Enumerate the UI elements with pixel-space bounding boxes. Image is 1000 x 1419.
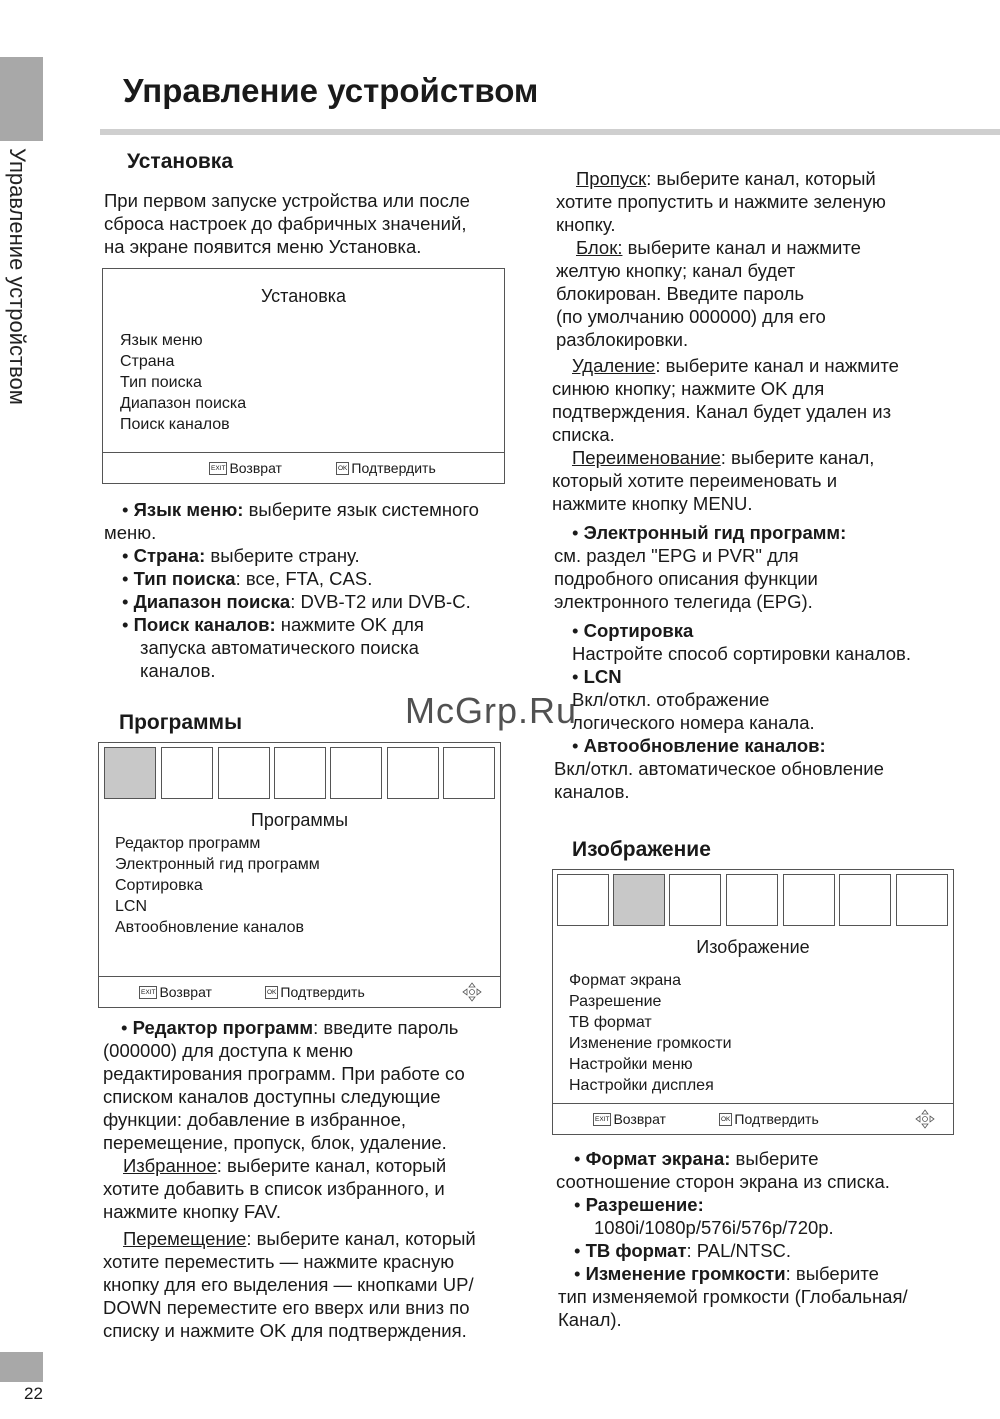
install-menu-screen [102,268,505,484]
tab-placeholder[interactable] [726,874,778,926]
tab-placeholder[interactable] [896,874,948,926]
image-heading: Изображение [572,838,711,861]
programs-menu-footer [99,976,500,1007]
programs-sort-lcn-text: • Сортировка Настройте способ сортировки каналов. • LCN Вкл/откл. отображение логического номера канала. • Автообновление каналов: Вкл/откл. автоматическое обновление каналов. [554,620,911,802]
tab-placeholder[interactable] [669,874,721,926]
menu-item[interactable]: Поиск каналов [120,416,230,433]
tab-placeholder[interactable] [783,874,835,926]
exit-key-icon: EXIT [593,1113,611,1126]
menu-item[interactable]: Тип поиска [120,374,202,391]
programs-epg-text: • Электронный гид программ: см. раздел "EPG и PVR" для подробного описания функции электронного телегида (EPG). [554,522,847,612]
navigation-arrows-icon [915,1109,935,1129]
image-bullets: • Формат экрана: выберите соотношение сторон экрана из списка. • Разрешение: 1080i/1080p/576i/576p/720p. • ТВ формат: PAL/NTSC. • Изменение громкости: выберите тип изменяемой громкости (Глобальная/ Канал). [556,1148,908,1330]
menu-item[interactable]: Язык меню [120,332,203,349]
menu-item[interactable]: Формат экрана [569,972,681,989]
page-number-marker [0,1352,43,1382]
menu-item[interactable]: Диапазон поиска [120,395,247,412]
tab-placeholder[interactable] [443,747,495,799]
install-bullets: • Язык меню: выберите язык системного меню. • Страна: выберите страну. • Тип поиска: все, FTA, CAS. • Диапазон поиска: DVB-T2 или DVB-C. • Поиск каналов: нажмите OK для запуска автоматического поиска каналов. [104,499,479,681]
menu-item[interactable]: LCN [115,898,148,915]
watermark: McGrp.Ru [405,690,578,731]
programs-heading: Программы [119,711,243,734]
navigation-arrows-icon [462,982,482,1002]
tab-image[interactable] [161,747,213,799]
install-heading: Установка [127,150,233,173]
menu-item[interactable]: ТВ формат [569,1014,652,1031]
programs-skip-lock-text: Пропуск: выберите канал, который хотите пропустить и нажмите зеленую кнопку. Блок: выберите канал и нажмите желтую кнопку; канал будет блокирован. Введите пароль (по умолчанию 000000) для его разблокировки. [556,168,886,350]
tab-placeholder[interactable] [387,747,439,799]
ok-key-icon: OK [265,986,278,999]
menu-item[interactable]: Электронный гид программ [115,856,320,873]
menu-item[interactable]: Изменение громкости [569,1035,732,1052]
confirm-button[interactable]: OK Подтвердить [338,460,436,476]
install-menu-title: Установка [260,286,347,306]
menu-item[interactable]: Страна [120,353,175,370]
exit-key-icon: EXIT [139,986,157,999]
side-tab-marker [0,57,43,141]
side-section-label: Управление устройством [5,148,30,405]
menu-item[interactable]: Сортировка [115,877,203,894]
back-button[interactable]: EXIT Возврат [211,460,282,476]
exit-key-icon: EXIT [209,462,227,475]
back-button[interactable]: EXIT Возврат [141,984,212,1000]
menu-item[interactable]: Разрешение [569,993,662,1010]
title-divider [100,129,1000,135]
tab-programs[interactable] [104,747,156,799]
tab-image[interactable] [613,874,665,926]
menu-item[interactable]: Настройки дисплея [569,1077,714,1094]
image-menu-footer [553,1103,953,1134]
menu-item[interactable]: Редактор программ [115,835,261,852]
tab-placeholder[interactable] [218,747,270,799]
page-title: Управление устройством [123,72,539,109]
programs-menu-list [115,833,320,938]
menu-item[interactable]: Настройки меню [569,1056,693,1073]
programs-menu-title: Программы [250,810,349,830]
tab-placeholder[interactable] [839,874,891,926]
image-menu-screen [552,869,954,1135]
tab-programs[interactable] [557,874,609,926]
ok-key-icon: OK [336,462,349,475]
confirm-button[interactable]: OK Подтвердить [267,984,365,1000]
programs-delete-rename-text: Удаление: выберите канал и нажмите синюю кнопку; нажмите OK для подтверждения. Канал будет удален из списка. Переименование: выберите канал, который хотите переименовать и нажмите кнопку MENU. [552,355,899,514]
programs-move-text: Перемещение: выберите канал, который хотите переместить — нажмите красную кнопку для его выделения — кнопками UP/ DOWN переместите его вверх или вниз по списку и нажмите OK для подтверждения. [103,1228,476,1341]
page-number: 22 [24,1384,43,1403]
ok-key-icon: OK [719,1113,732,1126]
confirm-button[interactable]: OK Подтвердить [721,1111,819,1127]
programs-menu-screen [98,742,501,1008]
install-intro: При первом запуске устройства или после сброса настроек до фабричных значений, на экране появится меню Установка. [104,190,470,257]
install-menu-list [120,330,246,435]
tab-placeholder[interactable] [330,747,382,799]
install-menu-footer [103,452,504,483]
image-menu-list [569,970,732,1096]
image-menu-title: Изображение [696,937,810,957]
programs-editor-text: • Редактор программ: введите пароль (000000) для доступа к меню редактирования программ. При работе со списком каналов доступны следующие функции: добавление в избранное, перемещение, пропуск, блок, удаление. Избранное: выберите канал, который хотите добавить в список избранного, и нажмите кнопку FAV. [103,1017,465,1222]
back-button[interactable]: EXIT Возврат [595,1111,666,1127]
menu-item[interactable]: Автообновление каналов [115,919,305,936]
tab-placeholder[interactable] [274,747,326,799]
